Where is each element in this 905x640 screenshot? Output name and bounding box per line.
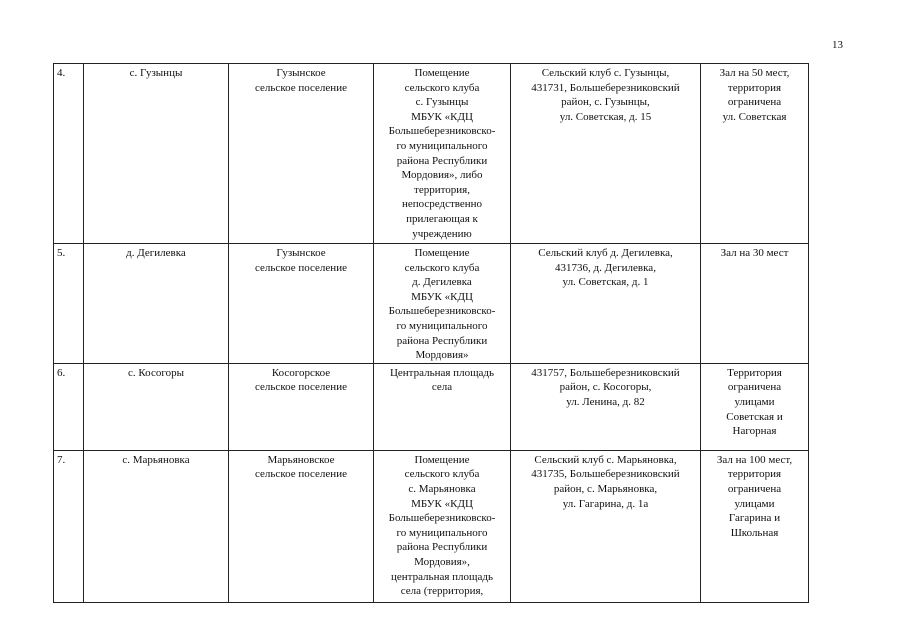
address-cell (511, 363, 701, 450)
table-row (54, 64, 809, 244)
venue-place-cell-line: села (территория, (400, 585, 484, 598)
venue-place-cell-line: прилегающая к (406, 212, 478, 225)
address-cell (511, 450, 701, 602)
venue-place-cell-line: Помещение (414, 453, 470, 466)
note-cell-line: ул. Советская (722, 110, 787, 123)
venue-place-cell-line: Большеберезниковско- (388, 512, 496, 525)
note-cell (701, 64, 809, 244)
note-cell (701, 450, 809, 602)
address-cell-line: ул. Советская, д. 1 (562, 276, 649, 289)
address-cell (511, 244, 701, 364)
venue-place-cell-line: с. Марьяновка (408, 482, 476, 495)
settlement-cell (229, 450, 374, 602)
venue-place-cell-line: МБУК «КДЦ (411, 497, 473, 510)
locality-cell-line: с. Гузынцы (129, 67, 183, 79)
note-cell (701, 363, 809, 450)
row-number: 6. (54, 363, 84, 450)
venue-place-cell-line: Мордовия» (415, 349, 469, 362)
settlement-cell-line: Гузынское (276, 247, 326, 259)
venue-place-cell-line: го муниципального (396, 139, 488, 152)
venue-place-cell-line: непосредственно (401, 198, 483, 211)
venue-place-cell (374, 64, 511, 244)
note-cell-line: Зал на 30 мест (720, 247, 789, 259)
settlement-cell (229, 363, 374, 450)
venue-place-cell-line: го муниципального (396, 319, 488, 332)
settlement-cell-line: Косогорское (271, 366, 331, 379)
venue-place-cell-line: сельского клуба (404, 468, 480, 481)
address-cell-line: Сельский клуб с. Гузынцы, (541, 67, 670, 79)
row-number: 7. (54, 450, 84, 602)
address-cell-line: Сельский клуб с. Марьяновка, (534, 453, 677, 466)
venues-table (53, 63, 809, 603)
settlement-cell-line: сельское поселение (255, 81, 347, 94)
note-cell-line: Советская и (726, 410, 783, 423)
venue-place-cell (374, 363, 511, 450)
note-cell-line: улицами (734, 395, 775, 408)
note-cell-line: ограничена (727, 96, 782, 109)
settlement-cell-line: сельское поселение (255, 381, 347, 394)
venue-place-cell-line: района Республики (396, 154, 488, 167)
venue-place-cell (374, 450, 511, 602)
address-cell-line: Сельский клуб д. Дегилевка, (538, 247, 673, 259)
settlement-cell (229, 64, 374, 244)
venue-place-cell-line: Помещение (414, 67, 470, 79)
locality-cell-line: с. Марьяновка (122, 453, 190, 466)
note-cell (701, 244, 809, 364)
venue-place-cell-line: сельского клуба (404, 81, 480, 94)
venue-place-cell-line: района Республики (396, 541, 488, 554)
venue-place-cell-line: МБУК «КДЦ (411, 110, 473, 123)
note-cell-line: ограничена (727, 381, 782, 394)
note-cell-line: Гагарина и (728, 512, 781, 525)
venue-place-cell-line: учреждению (412, 227, 472, 240)
address-cell-line: 431757, Большеберезниковский (531, 366, 680, 379)
row-number: 5. (54, 244, 84, 364)
address-cell-line: ул. Советская, д. 15 (559, 110, 652, 123)
locality-cell-line: д. Дегилевка (126, 247, 186, 259)
venue-place-cell-line: центральная площадь (390, 570, 493, 583)
table-row (54, 244, 809, 364)
note-cell-line: территория (727, 81, 782, 94)
page-number: 13 (832, 39, 843, 51)
row-number: 4. (54, 64, 84, 244)
table-row (54, 450, 809, 602)
address-cell-line: 431736, д. Дегилевка, (555, 261, 656, 274)
note-cell-line: Школьная (730, 526, 779, 539)
settlement-cell-line: Гузынское (276, 67, 326, 79)
table-row (54, 363, 809, 450)
venue-place-cell-line: МБУК «КДЦ (411, 290, 473, 303)
address-cell-line: район, с. Марьяновка, (553, 482, 658, 495)
settlement-cell (229, 244, 374, 364)
locality-cell (84, 64, 229, 244)
note-cell-line: Зал на 100 мест, (716, 453, 793, 466)
address-cell-line: ул. Гагарина, д. 1а (562, 497, 649, 510)
note-cell-line: ограничена (727, 482, 782, 495)
venue-place-cell-line: Мордовия», либо (401, 169, 483, 182)
address-cell-line: район, с. Гузынцы, (561, 96, 650, 109)
venue-place-cell-line: Помещение (414, 247, 470, 259)
address-cell-line: район, с. Косогоры, (559, 381, 652, 394)
venue-place-cell-line: д. Дегилевка (412, 276, 472, 289)
venue-place-cell-line: района Республики (396, 334, 488, 347)
venue-place-cell-line: территория, (414, 183, 470, 196)
locality-cell-line: с. Косогоры (128, 366, 184, 379)
locality-cell (84, 363, 229, 450)
venue-place-cell-line: Большеберезниковско- (388, 305, 496, 318)
settlement-cell-line: сельское поселение (255, 468, 347, 481)
venue-place-cell-line: села (431, 381, 453, 394)
settlement-cell-line: сельское поселение (255, 261, 347, 274)
venue-place-cell-line: с. Гузынцы (415, 96, 469, 109)
note-cell-line: Нагорная (732, 425, 777, 438)
note-cell-line: Зал на 50 мест, (719, 67, 790, 79)
note-cell-line: улицами (734, 497, 775, 510)
venue-place-cell-line: сельского клуба (404, 261, 480, 274)
address-cell-line: ул. Ленина, д. 82 (566, 395, 645, 408)
venue-place-cell-line: го муниципального (396, 526, 488, 539)
address-cell (511, 64, 701, 244)
locality-cell (84, 244, 229, 364)
venue-place-cell-line: Большеберезниковско- (388, 125, 496, 138)
address-cell-line: 431735, Большеберезниковский (531, 468, 680, 481)
venue-place-cell-line: Мордовия», (414, 555, 470, 568)
settlement-cell-line: Марьяновское (267, 453, 335, 466)
note-cell-line: Территория (727, 366, 782, 379)
note-cell-line: территория (727, 468, 782, 481)
address-cell-line: 431731, Большеберезниковский (531, 81, 680, 94)
locality-cell (84, 450, 229, 602)
venue-place-cell (374, 244, 511, 364)
venue-place-cell-line: Центральная площадь (389, 366, 495, 379)
